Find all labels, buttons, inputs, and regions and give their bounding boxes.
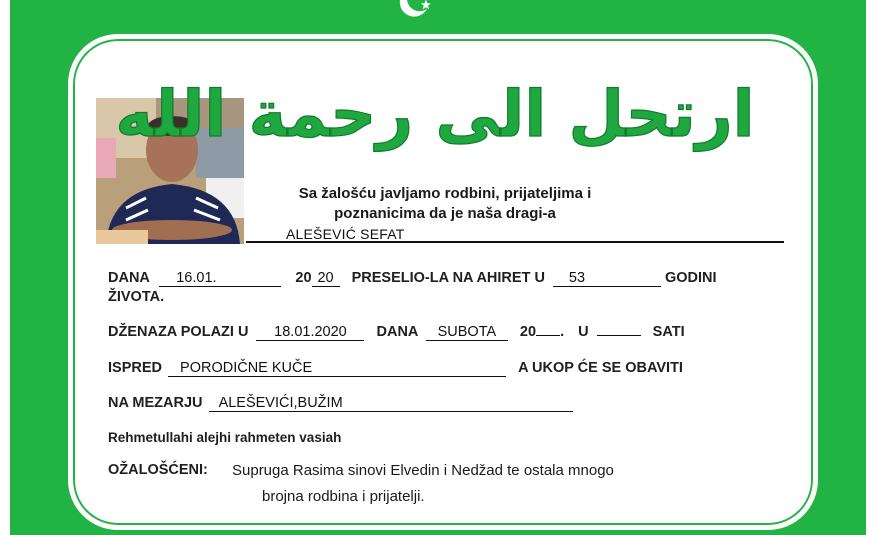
location-field bbox=[168, 361, 506, 377]
funeral-time-field bbox=[597, 335, 641, 336]
row-location bbox=[108, 360, 683, 377]
age-field bbox=[553, 271, 661, 287]
label-ukop: A UKOP ĆE SE OBAVITI bbox=[518, 360, 683, 376]
death-date-value: 16.01. bbox=[176, 270, 217, 286]
mourners-line-1: Supruga Rasima sinovi Elvedin i Nedžad te ostala mnogo bbox=[232, 462, 614, 479]
label-sati: SATI bbox=[652, 324, 685, 340]
row-cemetery bbox=[108, 395, 573, 412]
funeral-year-field bbox=[536, 335, 560, 336]
intro-text bbox=[250, 184, 640, 224]
year-prefix: 20 bbox=[295, 270, 312, 286]
mourners-text bbox=[232, 458, 752, 510]
death-year-field: 20 bbox=[312, 271, 340, 287]
label-mezarju: NA MEZARJU bbox=[108, 395, 203, 411]
cemetery-value: ALEŠEVIĆI,BUŽIM bbox=[218, 395, 343, 411]
location-value: PORODIČNE KUČE bbox=[180, 360, 313, 376]
row-funeral: DŽENAZA POLAZI U 18.01.2020 DANA SUBOTA 20 . U SATI bbox=[108, 324, 685, 340]
arabic-heading-text: ارتحل الى رحمة الله bbox=[115, 78, 755, 152]
label-godini: GODINI bbox=[665, 270, 717, 286]
year-prefix-2: 20 bbox=[519, 324, 537, 340]
death-date-field bbox=[159, 271, 281, 287]
funeral-day-field: SUBOTA bbox=[426, 325, 508, 341]
intro-line-2: poznanicima da je naša dragi-a bbox=[334, 205, 556, 222]
label-dana-2: DANA bbox=[376, 324, 418, 340]
label-ispred: ISPRED bbox=[108, 360, 162, 376]
row-death-date bbox=[108, 270, 717, 287]
prayer-text: Rehmetullahi alejhi rahmeten vasiah bbox=[108, 430, 342, 445]
mourners-label: OŽALOŠĆENI: bbox=[108, 462, 208, 478]
crescent-star-icon bbox=[398, 0, 434, 22]
intro-line-1: Sa žalošću javljamo rodbini, prijateljima i bbox=[298, 185, 592, 202]
label-dana: DANA bbox=[108, 270, 150, 286]
cemetery-field bbox=[209, 396, 573, 412]
label-dzenaza: DŽENAZA POLAZI U bbox=[108, 324, 249, 340]
funeral-date-field: 18.01.2020 bbox=[256, 325, 364, 341]
label-preselio: PRESELIO-LA NA AHIRET U bbox=[351, 270, 545, 286]
arabic-calligraphy-heading bbox=[115, 56, 755, 168]
mourners-line-2: brojna rodbina i prijatelji. bbox=[262, 488, 425, 505]
deceased-name: ALEŠEVIĆ SEFAT bbox=[286, 226, 405, 242]
label-zivota: ŽIVOTA. bbox=[108, 289, 165, 305]
age-value: 53 bbox=[568, 270, 586, 286]
label-u: U bbox=[578, 324, 589, 340]
